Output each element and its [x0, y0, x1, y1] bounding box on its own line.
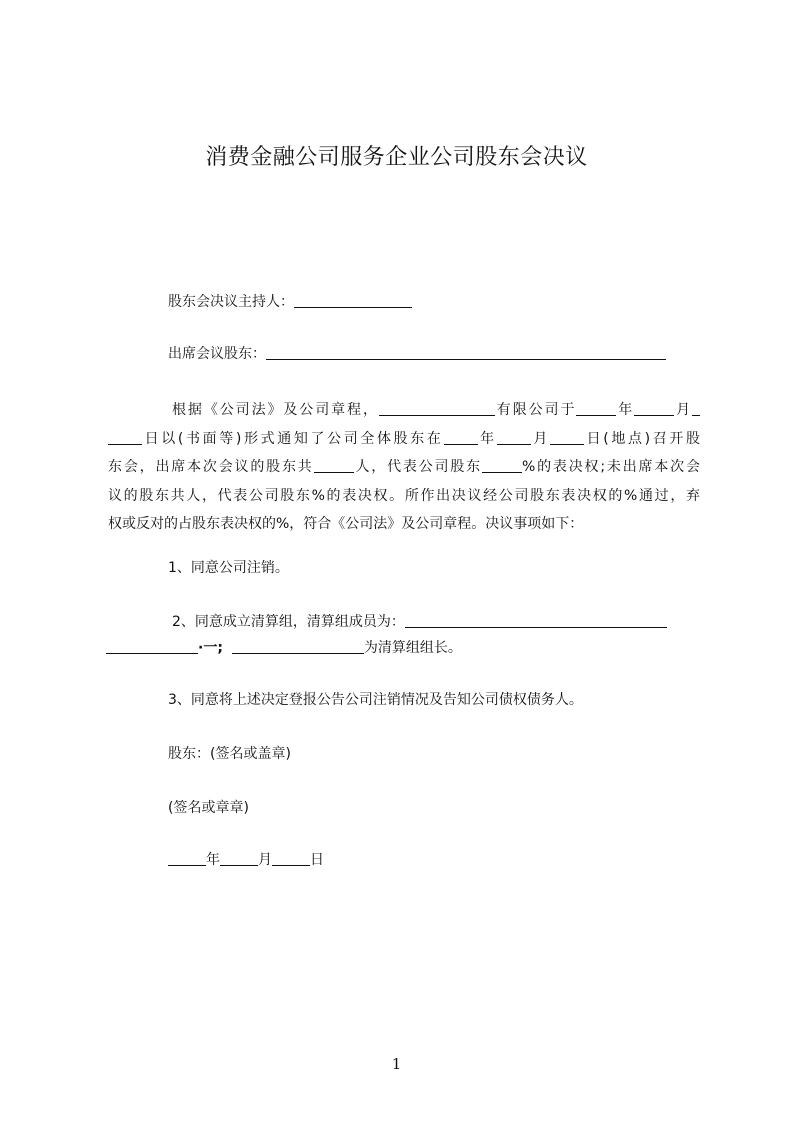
item-2-line-2 — [106, 638, 462, 658]
liquidation-members-blank[interactable] — [405, 613, 667, 628]
para-text: 年 — [616, 402, 635, 418]
host-blank[interactable] — [294, 293, 412, 308]
day-blank[interactable] — [108, 430, 142, 445]
para-text: 东会，出席本次会议的股东共 — [108, 459, 314, 476]
attendees-line — [168, 344, 666, 364]
item-2-line-1 — [172, 612, 667, 632]
item-2-separator: ·一; — [198, 640, 223, 656]
date-line — [168, 850, 324, 870]
para-text: 日(地点)召开股 — [584, 430, 701, 447]
item-2-label: 2、同意成立清算组，清算组成员为： — [172, 614, 405, 630]
sign-month-blank[interactable] — [220, 851, 258, 866]
attendee-count-blank[interactable] — [314, 458, 354, 473]
para-text: 根据《公司法》及公司章程， — [172, 402, 379, 418]
para-row-3 — [108, 453, 700, 482]
year-blank[interactable] — [576, 401, 616, 416]
date-month-label: 月 — [258, 852, 272, 868]
vote-percent-blank[interactable] — [482, 458, 522, 473]
resolution-paragraph — [108, 396, 700, 539]
para-text: 年 — [477, 430, 497, 447]
para-text: 日以(书面等)形式通知了公司全体股东在 — [142, 430, 444, 447]
sign-year-blank[interactable] — [168, 851, 206, 866]
host-line — [168, 292, 412, 312]
liquidation-members-blank-cont[interactable] — [106, 639, 198, 654]
item-3: 3、同意将上述决定登报公告公司注销情况及告知公司债权债务人。 — [168, 692, 583, 708]
day-blank[interactable] — [692, 401, 700, 416]
meeting-day-blank[interactable] — [550, 430, 584, 445]
group-leader-blank[interactable] — [232, 639, 364, 654]
attendees-blank[interactable] — [266, 345, 666, 360]
sign-day-blank[interactable] — [272, 851, 310, 866]
para-row-5: 权或反对的占股东表决权的%，符合《公司法》及公司章程。决议事项如下： — [108, 516, 584, 533]
para-text: 有限公司于 — [494, 402, 577, 418]
para-text: 月 — [530, 430, 551, 447]
host-label: 股东会决议主持人： — [168, 294, 294, 310]
signature-seal: (签名或章章) — [168, 800, 249, 816]
para-text: %的表决权;未出席本次会 — [521, 459, 700, 476]
para-row-1 — [108, 396, 700, 425]
month-blank[interactable] — [634, 401, 674, 416]
company-blank[interactable] — [379, 401, 495, 416]
para-text: 月 — [674, 402, 693, 418]
date-day-label: 日 — [310, 852, 324, 868]
shareholder-signature: 股东：(签名或盖章) — [168, 746, 291, 762]
page-number: 1 — [391, 1055, 402, 1073]
para-row-4: 议的股东共人，代表公司股东%的表决权。所作出决议经公司股东表决权的%通过，弃 — [108, 487, 700, 504]
para-row-2 — [108, 425, 700, 454]
attendees-label: 出席会议股东： — [168, 346, 266, 362]
date-year-label: 年 — [206, 852, 220, 868]
item-1: 1、同意公司注销。 — [168, 560, 289, 576]
meeting-year-blank[interactable] — [444, 430, 478, 445]
para-text: 人，代表公司股东 — [353, 459, 482, 476]
meeting-month-blank[interactable] — [497, 430, 531, 445]
document-title: 消费金融公司服务企业公司股东会决议 — [205, 145, 588, 170]
item-2-leader-text: 为清算组组长。 — [363, 640, 462, 656]
